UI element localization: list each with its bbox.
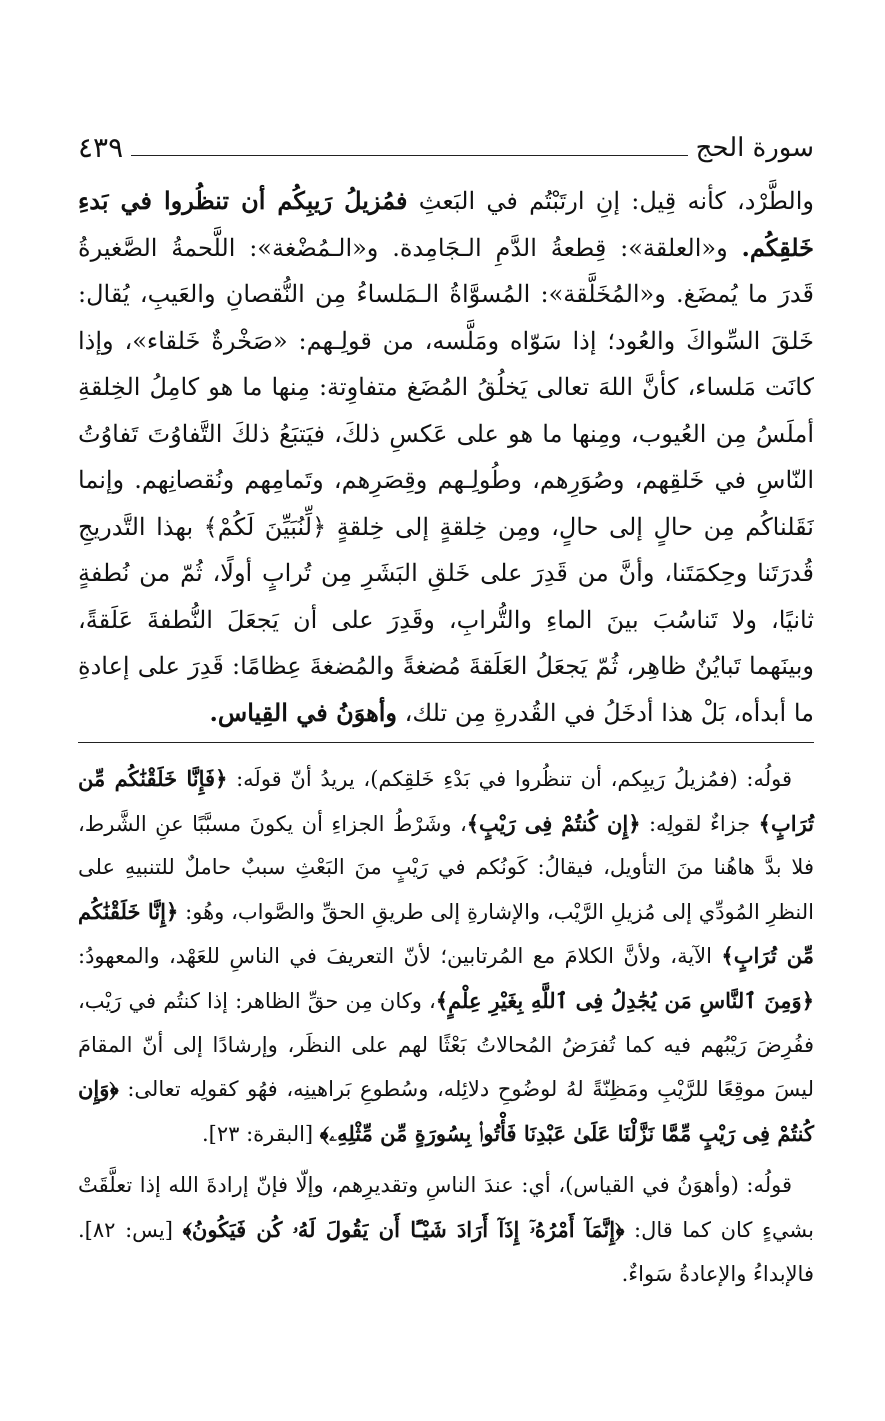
comment-text: جزاءٌ لقولِه:: [640, 811, 759, 836]
commentary-paragraph-2: [78, 1164, 814, 1296]
page-header: [78, 120, 814, 168]
comment-text: ، وكان مِن حقِّ الظاهر: إذا كنتُم في رَيْب، ففُرِضَ رَيْبُهم فيه كما تُفرَضُ المُحالاتُ بَعْثًا لهم على النظَر، وإرشادًا إلى أنّ المقامَ ليسَ موقِعًا للرَّيْبِ ومَظِنّةً لهُ لوضُوحِ دلائِله، وسُطوعِ بَراهينِه، فهُو كقولِه تعالى:: [78, 988, 814, 1102]
comment-text: الآية، ولأنَّ الكلامَ مع المُرتابين؛ لأنّ التعريفَ في الناسِ للعَهْد، والمعهودُ:: [78, 944, 722, 969]
comment-citation: [البقرة: ٢٣].: [201, 1121, 320, 1146]
quran-verse: ﴿وَمِنَ ٱلنَّاسِ مَن يُجَٰدِلُ فِى ٱللَّهِ بِغَيْرِ عِلْمٍ﴾: [435, 987, 814, 1013]
page-number: ٤٣٩: [78, 131, 124, 164]
main-text: [78, 178, 814, 736]
quran-verse: ﴿إِنَّا خَلَقْنَٰكُم مِّن تُرَابٍ﴾: [78, 898, 814, 969]
quran-verse: ﴿إِن كُنتُمْ فِى رَيْبٍ﴾: [466, 810, 641, 836]
comment-text: قولُه: (وأهوَنُ في القياس)، أي: عندَ الناسِ وتقديرِهم، وإلّا فإنّ إرادةَ الله إذا تعلَّقَتْ بشيءٍ كان كما قال:: [78, 1173, 814, 1242]
quran-verse: ﴿إِنَّمَآ أَمْرُهُۥٓ إِذَآ أَرَادَ شَيْـًٔا أَن يَقُولَ لَهُۥ كُن فَيَكُونُ﴾: [182, 1216, 625, 1242]
main-bold-phrase: فمُزيلُ رَيبِكُم أن تنظُروا في بَدءِ خَلقِكُم.: [78, 186, 814, 262]
commentary-paragraph-1: [78, 757, 814, 1156]
surah-title: سورة الحج: [695, 133, 814, 163]
quran-verse: ﴿وَإِن كُنتُمْ فِى رَيْبٍ مِّمَّا نَزَّلْنَا عَلَىٰ عَبْدِنَا فَأْتُوا۟ بِسُورَةٍ مِّن مِّثْلِهِۦ﴾: [78, 1076, 814, 1146]
main-lead: والطَّرْد، كأنه قِيل: إنِ ارتَبْتُم في البَعثِ: [407, 187, 814, 215]
main-closing-bold: وأهوَنُ في القِياس.: [209, 697, 397, 727]
comment-text: قولُه: (فمُزيلُ رَيبِكم، أن تنظُروا في بَدْءِ خَلقِكم)، يريدُ أنّ قولَه:: [227, 767, 793, 791]
main-body: و«العلقة»: قِطعةُ الدَّمِ الـجَامِدة. و«الـمُضْغة»: اللَّحمةُ الصَّغيرةُ قَدرَ ما يُمضَغ. و«المُخَلَّقة»: المُسوَّاةُ الـمَلساءُ مِن النُّقصانِ والعَيبِ، يُقال: خَلقَ السِّواكَ والعُود؛ إذا سَوّاه ومَلَّسه، من قولِـهم: «صَخْرةٌ خَلقاء»، وإذا كانَت مَلساء، كأنَّ اللهَ تعالى يَخلُقُ المُضَغ متفاوِتة: مِنها ما هو كامِلُ الخِلقةِ أملَسُ مِن العُيوب، ومِنها ما هو على عَكسِ ذلكَ، فيَتبَعُ ذلكَ التَّفاوُتَ تَفاوُتُ النّاسِ في خَلقِهم، وصُوَرِهم، وطُولِـهم وقِصَرِهم، وتَمامِهم ونُقصانِهم. وإنما نَقَلناكُم مِن حالٍ إلى حالٍ، ومِن خِلقةٍ إلى خِلقةٍ ﴿لِّنُبَيِّنَ لَكُمْ﴾ بهذا التَّدريجِ قُدرَتَنا وحِكمَتَنا، وأنَّ من قَدِرَ على خَلقِ البَشَرِ مِن تُرابٍ أولًا، ثُمّ من نُطفةٍ ثانيًا، ولا تَناسُبَ بينَ الماءِ والتُّرابِ، وقَدِرَ على أن يَجعَلَ النُّطفةَ عَلَقةً، وبينَهما تَبايُنٌ ظاهِر، ثُمّ يَجعَلُ العَلَقةَ مُضغةً والمُضغةَ عِظامًا: قَدِرَ على إعادةِ ما أبدأه، بَلْ هذا أدخَلُ في القُدرةِ مِن تلك،: [78, 233, 814, 727]
quran-verse: ﴿فَإِنَّا خَلَقْنَٰكُم مِّن تُرَابٍ﴾: [78, 766, 814, 836]
header-rule: [131, 155, 688, 156]
comment-citation: [يس: ٨٢]. فالإبداءُ والإعادةُ سَواءٌ.: [78, 1217, 814, 1286]
footnote-divider: [78, 742, 814, 743]
commentary-section: [78, 757, 814, 1296]
book-page: [78, 120, 814, 1296]
comment-text: ، وشَرْطُ الجزاءِ أن يكونَ مسبَّبًا عنِ الشَّرط، فلا بدَّ هاهُنا منَ التأويل، فيقالُ: كَونُكم في رَيْبٍ منَ البَعْثِ سببٌ حاملٌ للتنبيهِ على النظرِ المُودِّي إلى مُزيلِ الرَّيْب، والإشارةِ إلى طريقِ الحقِّ والصَّواب، وهُو:: [78, 811, 814, 924]
